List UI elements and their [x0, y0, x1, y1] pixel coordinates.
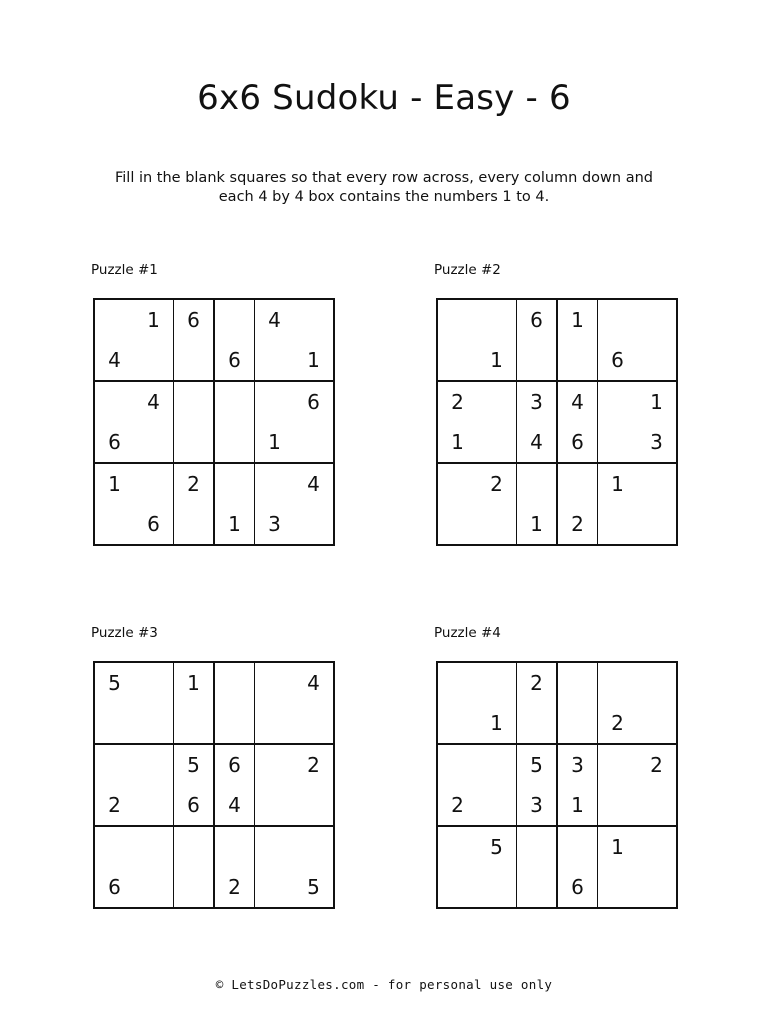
grid-cell [557, 463, 598, 504]
grid-cell [637, 867, 677, 908]
grid-cell: 3 [517, 785, 558, 826]
grid-cell [637, 703, 677, 744]
grid-cell [255, 662, 295, 703]
grid-cell [255, 785, 295, 826]
grid-cell [134, 662, 174, 703]
grid-cell [294, 785, 334, 826]
grid-cell [134, 785, 174, 826]
grid-cell: 6 [134, 504, 174, 545]
grid-cell [134, 703, 174, 744]
grid-cell: 4 [307, 472, 320, 496]
grid-row [94, 463, 334, 504]
grid-cell [134, 826, 174, 867]
grid-cell [94, 703, 134, 744]
grid-row [437, 703, 677, 744]
grid-cell [437, 662, 477, 703]
grid-cell: 2 [598, 703, 638, 744]
grid-cell: 1 [650, 390, 663, 414]
grid-cell [637, 504, 677, 545]
grid-cell [214, 662, 255, 703]
grid-row [94, 826, 334, 867]
grid-cell [174, 703, 215, 744]
grid-cell [517, 826, 558, 867]
grid-cell [214, 463, 255, 504]
grid-cell: 1 [477, 703, 517, 744]
grid-cell: 2 [477, 463, 517, 504]
grid-cell [174, 504, 215, 545]
grid-cell: 6 [108, 875, 121, 899]
grid-cell [294, 826, 334, 867]
grid-row [94, 299, 334, 340]
grid-cell [557, 662, 598, 703]
grid-cell [437, 504, 477, 545]
grid-cell: 6 [174, 299, 215, 340]
grid-cell [255, 703, 295, 744]
grid-cell: 4 [214, 785, 255, 826]
grid-cell [598, 422, 638, 463]
grid-row [437, 785, 677, 826]
grid-cell: 4 [134, 381, 174, 422]
grid-cell [134, 744, 174, 785]
grid-row [94, 785, 334, 826]
grid-cell: 6 [214, 340, 255, 381]
grid-cell: 4 [557, 381, 598, 422]
grid-cell [477, 785, 517, 826]
grid-cell [255, 867, 295, 908]
grid-cell [477, 381, 517, 422]
grid-cell [437, 867, 477, 908]
grid-cell [637, 662, 677, 703]
grid-row [437, 662, 677, 703]
grid-cell [477, 867, 517, 908]
grid-cell: 5 [174, 744, 215, 785]
grid-row [437, 826, 677, 867]
grid-cell: 4 [268, 308, 281, 332]
grid-cell [294, 422, 334, 463]
grid-cell: 6 [307, 390, 320, 414]
grid-cell [637, 463, 677, 504]
grid-cell: 1 [437, 422, 477, 463]
grid-cell [598, 662, 638, 703]
grid-cell [477, 504, 517, 545]
grid-cell [134, 463, 174, 504]
grid-cell: 2 [214, 867, 255, 908]
grid-cell [598, 504, 638, 545]
puzzle-4 [434, 625, 674, 905]
grid-cell [437, 340, 477, 381]
grid-cell: 2 [307, 753, 320, 777]
grid-cell: 2 [451, 390, 464, 414]
grid-cell [294, 504, 334, 545]
grid-cell: 6 [557, 422, 598, 463]
grid-cell: 3 [637, 422, 677, 463]
grid-cell [637, 299, 677, 340]
grid-cell [517, 867, 558, 908]
grid-cell: 1 [214, 504, 255, 545]
instructions-line-2: each 4 by 4 box contains the numbers 1 to 4. [218, 189, 550, 205]
grid-row [437, 299, 677, 340]
grid-cell [294, 703, 334, 744]
grid-cell [134, 867, 174, 908]
grid-cell: 4 [517, 422, 558, 463]
grid-cell: 6 [557, 867, 598, 908]
grid-cell [557, 703, 598, 744]
grid-row [437, 340, 677, 381]
grid-row [437, 422, 677, 463]
grid-cell [557, 340, 598, 381]
grid-cell: 5 [477, 826, 517, 867]
grid-cell [174, 826, 215, 867]
grid-cell: 6 [94, 422, 134, 463]
grid-cell: 6 [598, 340, 638, 381]
sudoku-grid [93, 661, 335, 909]
grid-cell [598, 299, 638, 340]
grid-cell: 1 [174, 662, 215, 703]
grid-cell: 4 [307, 671, 320, 695]
grid-cell [94, 381, 134, 422]
sudoku-grid [436, 298, 678, 546]
grid-cell [517, 703, 558, 744]
grid-cell: 1 [517, 504, 558, 545]
grid-cell [437, 826, 477, 867]
grid-cell: 2 [94, 785, 134, 826]
grid-cell: 5 [517, 744, 558, 785]
grid-cell [437, 299, 477, 340]
grid-cell [134, 422, 174, 463]
grid-cell: 1 [108, 472, 121, 496]
grid-cell: 1 [294, 340, 334, 381]
grid-cell: 6 [174, 785, 215, 826]
grid-row [94, 381, 334, 422]
page-title: 6x6 Sudoku - Easy - 6 [197, 78, 571, 118]
puzzle-label: Puzzle #3 [91, 625, 158, 641]
grid-cell [557, 826, 598, 867]
grid-cell: 5 [108, 671, 121, 695]
grid-cell: 6 [517, 299, 558, 340]
grid-cell: 3 [517, 381, 558, 422]
grid-cell: 1 [557, 785, 598, 826]
grid-cell: 6 [214, 744, 255, 785]
grid-cell [437, 703, 477, 744]
grid-cell: 2 [437, 785, 477, 826]
grid-row [437, 463, 677, 504]
grid-row [437, 381, 677, 422]
grid-cell: 5 [307, 875, 320, 899]
grid-cell [94, 826, 134, 867]
grid-cell [437, 463, 477, 504]
grid-cell: 4 [94, 340, 134, 381]
grid-cell: 2 [174, 463, 215, 504]
grid-cell [437, 744, 477, 785]
puzzle-label: Puzzle #2 [434, 262, 501, 278]
puzzle-label: Puzzle #4 [434, 625, 501, 641]
grid-cell [214, 422, 255, 463]
grid-cell [517, 340, 558, 381]
grid-cell: 1 [611, 835, 624, 859]
grid-cell [255, 826, 295, 867]
grid-cell [214, 299, 255, 340]
grid-cell [214, 826, 255, 867]
puzzle-label: Puzzle #1 [91, 262, 158, 278]
copyright-footer: © LetsDoPuzzles.com - for personal use only [215, 977, 553, 992]
grid-cell [598, 785, 638, 826]
grid-row [94, 504, 334, 545]
grid-cell [637, 826, 677, 867]
grid-cell [598, 867, 638, 908]
grid-cell [174, 340, 215, 381]
grid-cell [134, 340, 174, 381]
grid-row [437, 744, 677, 785]
grid-row [94, 867, 334, 908]
grid-cell [477, 299, 517, 340]
grid-cell [94, 744, 134, 785]
grid-cell [94, 504, 134, 545]
puzzle-3 [91, 625, 331, 905]
sudoku-grid [436, 661, 678, 909]
grid-cell: 3 [557, 744, 598, 785]
grid-cell: 1 [134, 299, 174, 340]
grid-row [94, 662, 334, 703]
grid-cell: 2 [517, 662, 558, 703]
grid-cell: 1 [477, 340, 517, 381]
grid-cell [637, 340, 677, 381]
grid-cell [174, 381, 215, 422]
grid-cell [477, 662, 517, 703]
grid-cell: 1 [557, 299, 598, 340]
grid-row [94, 422, 334, 463]
puzzle-1 [91, 262, 331, 542]
grid-row [94, 340, 334, 381]
grid-cell: 1 [255, 422, 295, 463]
grid-cell [294, 299, 334, 340]
puzzle-2 [434, 262, 674, 542]
grid-cell [174, 422, 215, 463]
grid-cell [174, 867, 215, 908]
grid-cell [598, 381, 638, 422]
grid-cell [598, 744, 638, 785]
grid-cell [255, 381, 295, 422]
grid-cell [214, 703, 255, 744]
grid-cell: 2 [557, 504, 598, 545]
grid-cell [255, 463, 295, 504]
grid-cell [94, 299, 134, 340]
instructions [84, 169, 684, 207]
grid-cell: 3 [268, 512, 281, 536]
grid-row [94, 744, 334, 785]
grid-row [94, 703, 334, 744]
instructions-line-1: Fill in the blank squares so that every row across, every column down and [114, 170, 653, 186]
sudoku-grid [93, 298, 335, 546]
grid-cell [637, 785, 677, 826]
grid-cell [477, 744, 517, 785]
grid-row [437, 504, 677, 545]
grid-cell [477, 422, 517, 463]
grid-cell [214, 381, 255, 422]
grid-cell [255, 744, 295, 785]
grid-cell: 1 [611, 472, 624, 496]
grid-row [437, 867, 677, 908]
grid-cell [255, 340, 295, 381]
grid-cell: 2 [650, 753, 663, 777]
grid-cell [517, 463, 558, 504]
